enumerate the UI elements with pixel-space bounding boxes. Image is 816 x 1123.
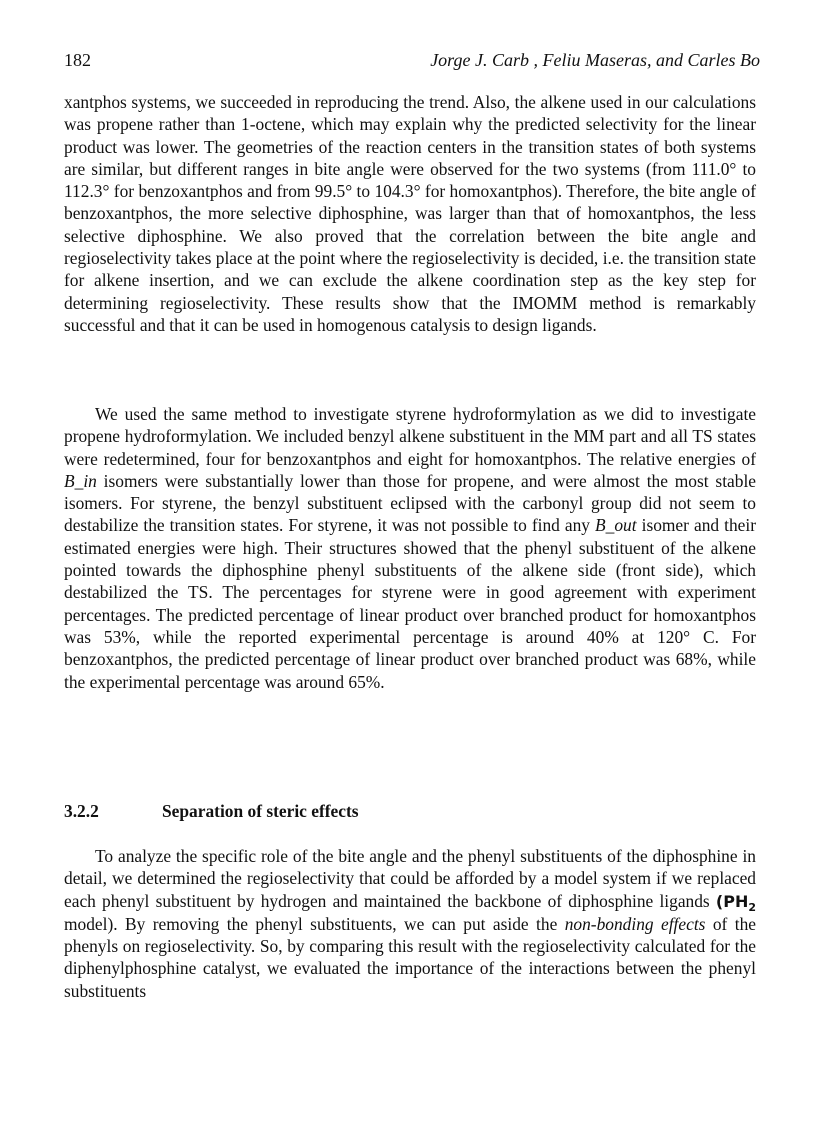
paragraph-2-text — [64, 403, 756, 693]
paragraph-1-text: xantphos systems, we succeeded in reproducing the trend. Also, the alkene used in our calculations was propene rather than 1-octene, which may explain why the predicted selectivity for the linear product was lower. The geometries of the reaction centers in the transition states of both systems are similar, but different ranges in bite angle were observed for the two systems (from 111.0° to 112.3° for benzoxantphos and from 99.5° to 104.3° for homoxantphos). Therefore, the bite angle of benzoxantphos, the more selective diphosphine, was larger than that of homoxantphos, the less selective diphosphine. We also proved that the correlation between the bite angle and regioselectivity takes place at the point where the regioselectivity is decided, i.e. the transition state for alkene insertion, and we can exclude the alkene coordination step as the key step for determining regioselectivity. These results show that the IMOMM method is remarkably successful and that it can be used in homogenous catalysis to design ligands. — [64, 92, 756, 335]
section-number: 3.2.2 — [64, 801, 99, 821]
body-paragraph-3 — [64, 845, 756, 1002]
paragraph-3-text — [64, 845, 756, 1002]
paragraph-2-italic-b-in: B_in — [64, 470, 97, 491]
paragraph-2-part-1: We used the same method to investigate styrene hydroformylation as we did to investigate propene hydroformylation. We included benzyl alkene substituent in the MM part and all TS states were redetermined, four for benzoxantphos and eight for homoxantphos. The relative energies of — [64, 404, 756, 469]
paragraph-3-italic-non-bonding: non-bonding effects — [564, 913, 706, 934]
paragraph-2-part-3: isomer and their estimated energies were high. Their structures showed that the phenyl substituent of the alkene pointed towards the diphosphine phenyl substituents of the alkene side (front side), which destabilized the TS. The percentages for styrene were in good agreement with experiment percentages. The predicted percentage of linear product over branched product for homoxantphos was 53%, while the reported experimental percentage is around 40% at 120° C. For benzoxantphos, the predicted percentage of linear product over branched product was 68%, while the experimental percentage was around 65%. — [64, 515, 756, 692]
page-number: 182 — [64, 50, 91, 70]
section-title: Separation of steric effects — [162, 801, 359, 821]
paragraph-2-italic-b-out: B_out — [595, 515, 637, 536]
section-heading — [64, 801, 359, 822]
ph2-formula — [715, 891, 756, 914]
formula-subscript: 2 — [748, 900, 756, 914]
running-header: Jorge J. Carb , Feliu Maseras, and Carles Bo — [430, 50, 760, 70]
paragraph-3-part-1: To analyze the specific role of the bite angle and the phenyl substituents of the diphosphine in detail, we determined the regioselectivity that could be afforded by a model system if we replaced each phenyl substituent by hydrogen and maintained the backbone of diphosphine ligands — [64, 846, 756, 911]
paragraph-3-part-2: model). By removing the phenyl substituents, we can put aside the — [64, 913, 565, 934]
formula-base: (PH — [715, 891, 749, 911]
paragraph-2-part-2: isomers were substantially lower than those for propene, and were almost the most stable isomers. For styrene, the benzyl substituent eclipsed with the carbonyl group did not seem to destabilize the transition states. For styrene, it was not possible to find any — [64, 470, 756, 536]
paragraph-3-part-3: of the phenyls on regioselectivity. So, by comparing this result with the regioselectivity calculated for the diphenylphosphine catalyst, we evaluated the importance of the interactions between the phenyl substituents — [64, 913, 756, 1001]
body-paragraph-1 — [64, 91, 756, 336]
body-paragraph-2 — [64, 403, 756, 693]
